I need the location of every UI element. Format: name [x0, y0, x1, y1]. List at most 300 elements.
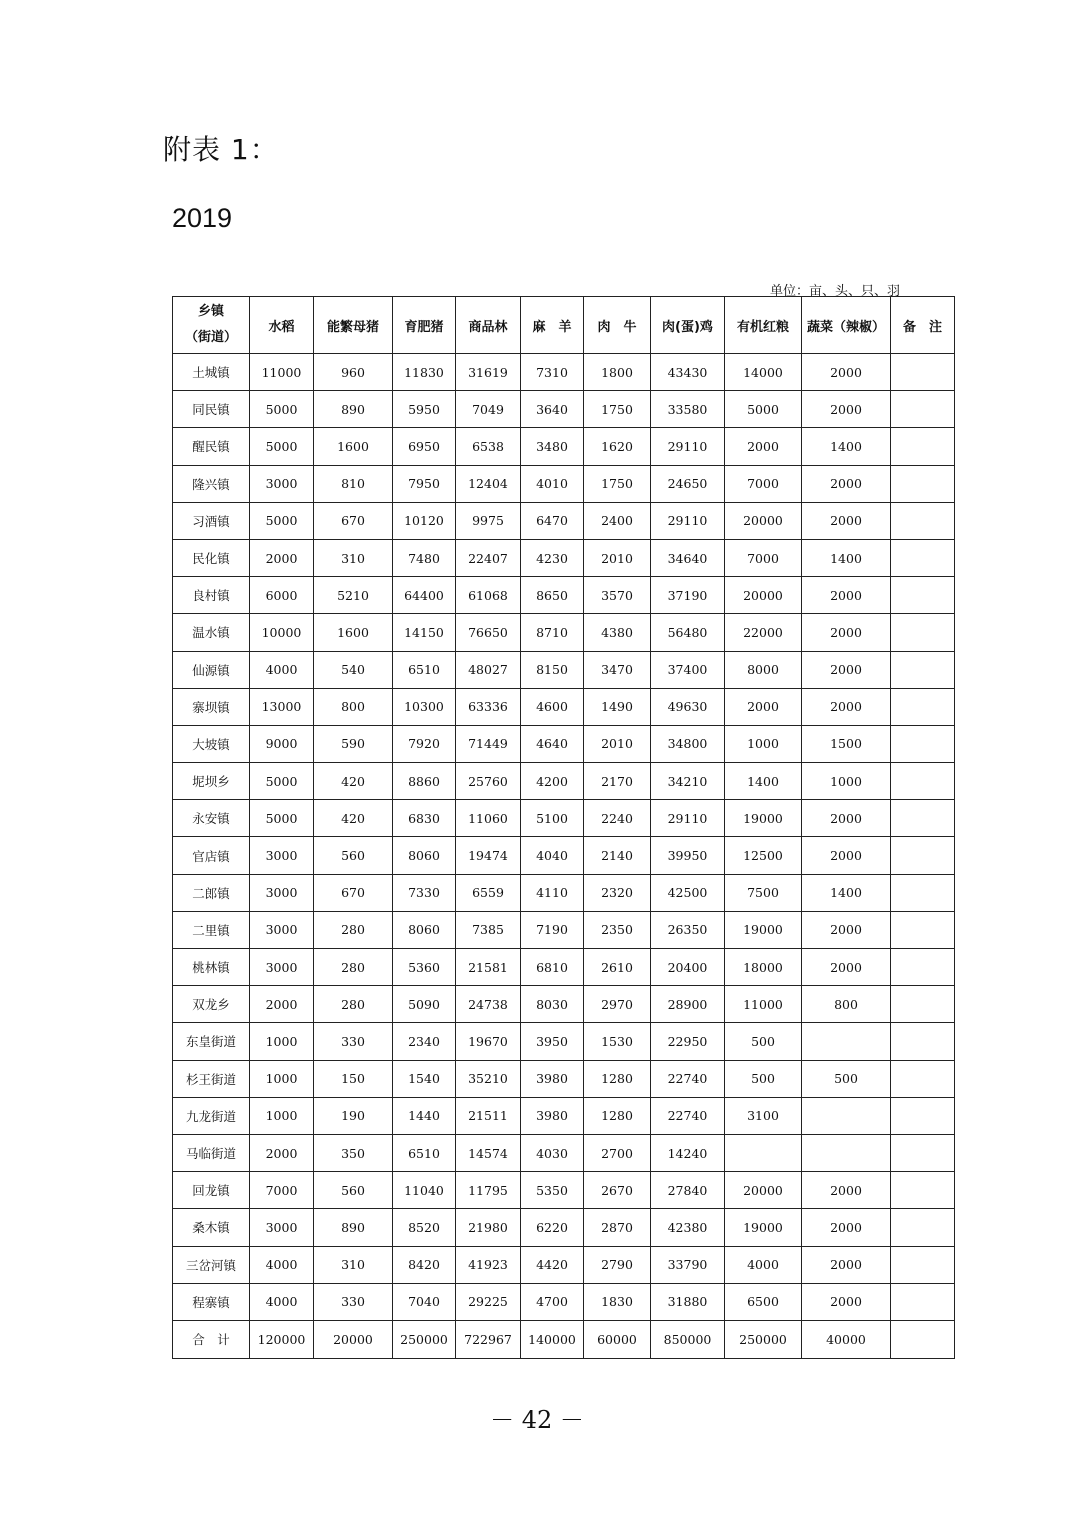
table-row [173, 763, 955, 800]
table-cell: 2610 [584, 949, 651, 986]
table-row [173, 688, 955, 725]
table-cell: 2870 [584, 1209, 651, 1246]
table-cell: 11000 [725, 986, 802, 1023]
table-row [173, 949, 955, 986]
table-cell: 24738 [456, 986, 521, 1023]
table-cell: 7310 [521, 354, 584, 391]
table-cell: 56480 [651, 614, 725, 651]
table-cell: 1540 [393, 1060, 456, 1097]
table-cell: 280 [314, 949, 393, 986]
table-cell: 2000 [250, 539, 314, 576]
table-cell: 670 [314, 502, 393, 539]
town-name-cell: 程寨镇 [173, 1283, 250, 1320]
table-cell: 10000 [250, 614, 314, 651]
table-cell [891, 651, 955, 688]
table-cell: 3480 [521, 428, 584, 465]
table-cell: 4200 [521, 763, 584, 800]
table-cell: 2000 [802, 837, 891, 874]
table-cell: 41923 [456, 1246, 521, 1283]
table-row [173, 465, 955, 502]
table-row [173, 651, 955, 688]
table-cell: 64400 [393, 577, 456, 614]
table-cell: 6500 [725, 1283, 802, 1320]
table-cell: 2140 [584, 837, 651, 874]
table-cell [891, 949, 955, 986]
table-cell: 8650 [521, 577, 584, 614]
town-name-cell: 官店镇 [173, 837, 250, 874]
table-cell: 2000 [802, 614, 891, 651]
table-cell: 5000 [250, 502, 314, 539]
table-cell: 2000 [802, 1209, 891, 1246]
table-cell: 33790 [651, 1246, 725, 1283]
table-cell: 1500 [802, 725, 891, 762]
table-row [173, 800, 955, 837]
table-cell: 4000 [250, 1283, 314, 1320]
table-cell: 8030 [521, 986, 584, 1023]
table-cell: 4420 [521, 1246, 584, 1283]
table-cell [891, 725, 955, 762]
table-cell: 7040 [393, 1283, 456, 1320]
table-cell: 27840 [651, 1172, 725, 1209]
table-cell [891, 800, 955, 837]
table-cell: 3000 [250, 911, 314, 948]
table-cell: 810 [314, 465, 393, 502]
table-cell: 330 [314, 1283, 393, 1320]
table-cell: 4000 [725, 1246, 802, 1283]
table-cell: 10300 [393, 688, 456, 725]
table-cell: 37190 [651, 577, 725, 614]
data-table [172, 296, 955, 1359]
table-cell [802, 1134, 891, 1171]
town-name-cell: 二郎镇 [173, 874, 250, 911]
table-cell: 11795 [456, 1172, 521, 1209]
table-cell: 8860 [393, 763, 456, 800]
town-name-cell: 良村镇 [173, 577, 250, 614]
table-cell: 4230 [521, 539, 584, 576]
table-cell: 890 [314, 391, 393, 428]
table-cell: 35210 [456, 1060, 521, 1097]
town-name-cell: 温水镇 [173, 614, 250, 651]
header-chickens: 肉(蛋)鸡 [651, 297, 725, 354]
table-cell: 20000 [725, 577, 802, 614]
table-cell: 2000 [802, 1172, 891, 1209]
table-cell [891, 1134, 955, 1171]
table-cell: 1600 [314, 428, 393, 465]
table-cell [891, 502, 955, 539]
table-cell: 7330 [393, 874, 456, 911]
table-cell: 6000 [250, 577, 314, 614]
table-cell: 1000 [250, 1060, 314, 1097]
town-name-cell: 坭坝乡 [173, 763, 250, 800]
table-cell: 560 [314, 837, 393, 874]
table-cell: 22740 [651, 1060, 725, 1097]
table-cell: 5000 [250, 428, 314, 465]
table-cell: 1440 [393, 1097, 456, 1134]
table-row [173, 1172, 955, 1209]
town-name-cell: 桃林镇 [173, 949, 250, 986]
town-name-cell: 同民镇 [173, 391, 250, 428]
table-cell: 29110 [651, 800, 725, 837]
header-goats: 麻 羊 [521, 297, 584, 354]
table-cell: 6538 [456, 428, 521, 465]
table-cell [891, 986, 955, 1023]
table-cell: 2000 [802, 391, 891, 428]
header-commercial-forest: 商品林 [456, 297, 521, 354]
table-cell [891, 911, 955, 948]
town-name-cell: 仙源镇 [173, 651, 250, 688]
table-row [173, 1060, 955, 1097]
table-cell: 420 [314, 800, 393, 837]
total-cell: 20000 [314, 1320, 393, 1358]
table-cell: 540 [314, 651, 393, 688]
table-cell: 42380 [651, 1209, 725, 1246]
table-row [173, 1283, 955, 1320]
table-cell: 9975 [456, 502, 521, 539]
town-name-cell: 习酒镇 [173, 502, 250, 539]
header-sows: 能繁母猪 [314, 297, 393, 354]
table-cell [891, 577, 955, 614]
table-cell: 800 [314, 688, 393, 725]
header-remarks: 备 注 [891, 297, 955, 354]
table-cell: 7000 [250, 1172, 314, 1209]
table-cell: 28900 [651, 986, 725, 1023]
table-cell: 8150 [521, 651, 584, 688]
header-town [173, 297, 250, 354]
table-cell: 4110 [521, 874, 584, 911]
table-cell: 20000 [725, 1172, 802, 1209]
table-cell: 3000 [250, 837, 314, 874]
table-row [173, 1134, 955, 1171]
table-cell: 29110 [651, 502, 725, 539]
header-fattening-pigs: 育肥猪 [393, 297, 456, 354]
table-cell: 590 [314, 725, 393, 762]
table-cell: 37400 [651, 651, 725, 688]
table-row [173, 1097, 955, 1134]
table-cell: 19000 [725, 911, 802, 948]
table-cell: 42500 [651, 874, 725, 911]
table-cell: 2000 [802, 1246, 891, 1283]
table-cell: 6830 [393, 800, 456, 837]
page-number: － 42 － [490, 1406, 584, 1434]
table-cell: 1830 [584, 1283, 651, 1320]
table-cell [891, 1283, 955, 1320]
table-cell: 2400 [584, 502, 651, 539]
table-cell: 2970 [584, 986, 651, 1023]
town-name-cell: 回龙镇 [173, 1172, 250, 1209]
table-cell: 1000 [725, 725, 802, 762]
page-title: 附表 1： [163, 133, 279, 166]
table-row [173, 354, 955, 391]
table-cell: 1000 [250, 1023, 314, 1060]
table-cell [891, 1023, 955, 1060]
table-cell [891, 1209, 955, 1246]
header-rice: 水稻 [250, 297, 314, 354]
table-cell: 14000 [725, 354, 802, 391]
table-cell: 9000 [250, 725, 314, 762]
table-cell: 3000 [250, 874, 314, 911]
table-cell: 2000 [802, 354, 891, 391]
header-row [173, 297, 955, 354]
table-cell [891, 391, 955, 428]
table-cell: 6810 [521, 949, 584, 986]
total-label-cell: 合 计 [173, 1320, 250, 1358]
town-name-cell: 东皇街道 [173, 1023, 250, 1060]
table-cell: 2000 [802, 577, 891, 614]
table-cell [891, 428, 955, 465]
table-cell: 6470 [521, 502, 584, 539]
header-town-line2: （街道） [184, 330, 237, 345]
table-cell: 2000 [802, 688, 891, 725]
table-cell: 2320 [584, 874, 651, 911]
table-cell: 20000 [725, 502, 802, 539]
table-cell: 11040 [393, 1172, 456, 1209]
table-cell: 4040 [521, 837, 584, 874]
table-cell: 1620 [584, 428, 651, 465]
table-cell: 7950 [393, 465, 456, 502]
table-cell: 1800 [584, 354, 651, 391]
table-cell: 48027 [456, 651, 521, 688]
table-cell: 150 [314, 1060, 393, 1097]
table-cell: 19000 [725, 1209, 802, 1246]
table-cell: 670 [314, 874, 393, 911]
table-cell: 3000 [250, 465, 314, 502]
table-cell [891, 465, 955, 502]
table-cell: 34800 [651, 725, 725, 762]
header-beef-cattle: 肉 牛 [584, 297, 651, 354]
table-cell: 21511 [456, 1097, 521, 1134]
table-cell: 5950 [393, 391, 456, 428]
table-cell [891, 837, 955, 874]
total-cell: 722967 [456, 1320, 521, 1358]
table-cell: 1400 [802, 428, 891, 465]
table-cell: 2000 [802, 800, 891, 837]
table-row [173, 614, 955, 651]
table-cell: 24650 [651, 465, 725, 502]
table-cell: 2240 [584, 800, 651, 837]
table-cell: 3640 [521, 391, 584, 428]
table-cell: 61068 [456, 577, 521, 614]
table-cell: 31880 [651, 1283, 725, 1320]
table-row [173, 725, 955, 762]
town-name-cell: 马临街道 [173, 1134, 250, 1171]
table-cell: 5000 [725, 391, 802, 428]
table-cell [725, 1134, 802, 1171]
table-cell [891, 1060, 955, 1097]
table-cell: 6510 [393, 1134, 456, 1171]
total-cell: 140000 [521, 1320, 584, 1358]
table-cell: 7500 [725, 874, 802, 911]
table-cell: 8520 [393, 1209, 456, 1246]
table-cell: 2000 [725, 688, 802, 725]
table-cell: 1600 [314, 614, 393, 651]
table-cell: 560 [314, 1172, 393, 1209]
table-cell: 5000 [250, 763, 314, 800]
table-cell: 5350 [521, 1172, 584, 1209]
table-cell: 2340 [393, 1023, 456, 1060]
table-cell: 1280 [584, 1097, 651, 1134]
table-cell: 4000 [250, 651, 314, 688]
table-cell [891, 1172, 955, 1209]
table-row [173, 874, 955, 911]
table-cell: 22740 [651, 1097, 725, 1134]
table-cell: 1000 [250, 1097, 314, 1134]
table-cell: 18000 [725, 949, 802, 986]
table-cell [802, 1023, 891, 1060]
table-cell: 21581 [456, 949, 521, 986]
table-cell: 1400 [802, 539, 891, 576]
table-cell: 22407 [456, 539, 521, 576]
table-cell: 12404 [456, 465, 521, 502]
table-cell: 11000 [250, 354, 314, 391]
table-cell: 34210 [651, 763, 725, 800]
table-row [173, 391, 955, 428]
total-cell: 120000 [250, 1320, 314, 1358]
table-cell: 6220 [521, 1209, 584, 1246]
table-cell: 2700 [584, 1134, 651, 1171]
table-cell: 6950 [393, 428, 456, 465]
town-name-cell: 桑木镇 [173, 1209, 250, 1246]
town-name-cell: 土城镇 [173, 354, 250, 391]
table-cell: 5000 [250, 391, 314, 428]
table-cell: 4700 [521, 1283, 584, 1320]
table-cell: 280 [314, 986, 393, 1023]
table-cell: 12500 [725, 837, 802, 874]
table-row [173, 911, 955, 948]
table-cell: 4030 [521, 1134, 584, 1171]
table-cell: 11060 [456, 800, 521, 837]
table-cell: 2010 [584, 725, 651, 762]
table-cell: 8420 [393, 1246, 456, 1283]
table-cell: 890 [314, 1209, 393, 1246]
table-row [173, 986, 955, 1023]
town-name-cell: 隆兴镇 [173, 465, 250, 502]
table-cell: 14240 [651, 1134, 725, 1171]
table-cell: 310 [314, 539, 393, 576]
table-row [173, 502, 955, 539]
table-cell: 2000 [250, 986, 314, 1023]
table-cell: 10120 [393, 502, 456, 539]
table-cell: 2790 [584, 1246, 651, 1283]
table-cell: 350 [314, 1134, 393, 1171]
table-cell [891, 1097, 955, 1134]
table-row [173, 1209, 955, 1246]
town-name-cell: 永安镇 [173, 800, 250, 837]
table-cell: 2000 [802, 651, 891, 688]
table-cell: 39950 [651, 837, 725, 874]
table-cell: 25760 [456, 763, 521, 800]
table-cell: 2000 [250, 1134, 314, 1171]
table-cell: 19474 [456, 837, 521, 874]
total-cell: 250000 [393, 1320, 456, 1358]
table-row [173, 1023, 955, 1060]
town-name-cell: 杉王街道 [173, 1060, 250, 1097]
table-cell: 2000 [802, 911, 891, 948]
table-cell: 6559 [456, 874, 521, 911]
table-cell: 14574 [456, 1134, 521, 1171]
table-row [173, 837, 955, 874]
table-cell: 43430 [651, 354, 725, 391]
table-cell: 5210 [314, 577, 393, 614]
table-cell [891, 763, 955, 800]
total-cell: 60000 [584, 1320, 651, 1358]
header-organic-sorghum: 有机红粮 [725, 297, 802, 354]
town-name-cell: 大坡镇 [173, 725, 250, 762]
table-cell: 800 [802, 986, 891, 1023]
table-cell: 33580 [651, 391, 725, 428]
table-cell: 310 [314, 1246, 393, 1283]
table-cell: 1750 [584, 465, 651, 502]
table-cell: 8060 [393, 837, 456, 874]
table-cell: 7920 [393, 725, 456, 762]
table-cell: 21980 [456, 1209, 521, 1246]
town-name-cell: 二里镇 [173, 911, 250, 948]
total-cell: 40000 [802, 1320, 891, 1358]
table-cell: 2000 [725, 428, 802, 465]
table-row [173, 577, 955, 614]
table-cell: 2000 [802, 502, 891, 539]
table-cell: 3470 [584, 651, 651, 688]
table-cell: 500 [725, 1060, 802, 1097]
table-cell: 63336 [456, 688, 521, 725]
table-cell: 49630 [651, 688, 725, 725]
table-cell: 1530 [584, 1023, 651, 1060]
table-cell: 2170 [584, 763, 651, 800]
table-cell: 2350 [584, 911, 651, 948]
table-cell: 3980 [521, 1060, 584, 1097]
table-cell: 3100 [725, 1097, 802, 1134]
table-cell: 8060 [393, 911, 456, 948]
table-cell [891, 874, 955, 911]
table-row [173, 428, 955, 465]
table-cell: 500 [725, 1023, 802, 1060]
table-cell: 8000 [725, 651, 802, 688]
table-cell: 280 [314, 911, 393, 948]
town-name-cell: 三岔河镇 [173, 1246, 250, 1283]
table-cell: 29225 [456, 1283, 521, 1320]
table-row [173, 539, 955, 576]
table-cell: 22000 [725, 614, 802, 651]
table-cell: 420 [314, 763, 393, 800]
town-name-cell: 九龙街道 [173, 1097, 250, 1134]
table-cell: 7385 [456, 911, 521, 948]
table-cell: 5100 [521, 800, 584, 837]
total-cell [891, 1320, 955, 1358]
table-cell: 1400 [802, 874, 891, 911]
table-cell: 13000 [250, 688, 314, 725]
table-cell: 26350 [651, 911, 725, 948]
table-cell: 1490 [584, 688, 651, 725]
table-cell [802, 1097, 891, 1134]
table-cell: 1400 [725, 763, 802, 800]
table-cell: 3980 [521, 1097, 584, 1134]
table-cell: 19670 [456, 1023, 521, 1060]
table-cell: 7190 [521, 911, 584, 948]
table-cell: 4380 [584, 614, 651, 651]
table-cell: 2670 [584, 1172, 651, 1209]
table-cell: 330 [314, 1023, 393, 1060]
total-cell: 850000 [651, 1320, 725, 1358]
table-cell: 34640 [651, 539, 725, 576]
header-vegetables: 蔬菜（辣椒） [802, 297, 891, 354]
table-cell: 4010 [521, 465, 584, 502]
table-cell: 31619 [456, 354, 521, 391]
table-cell: 14150 [393, 614, 456, 651]
table-cell: 3950 [521, 1023, 584, 1060]
table-cell: 76650 [456, 614, 521, 651]
table-cell: 2010 [584, 539, 651, 576]
table-cell: 3570 [584, 577, 651, 614]
table-cell: 71449 [456, 725, 521, 762]
